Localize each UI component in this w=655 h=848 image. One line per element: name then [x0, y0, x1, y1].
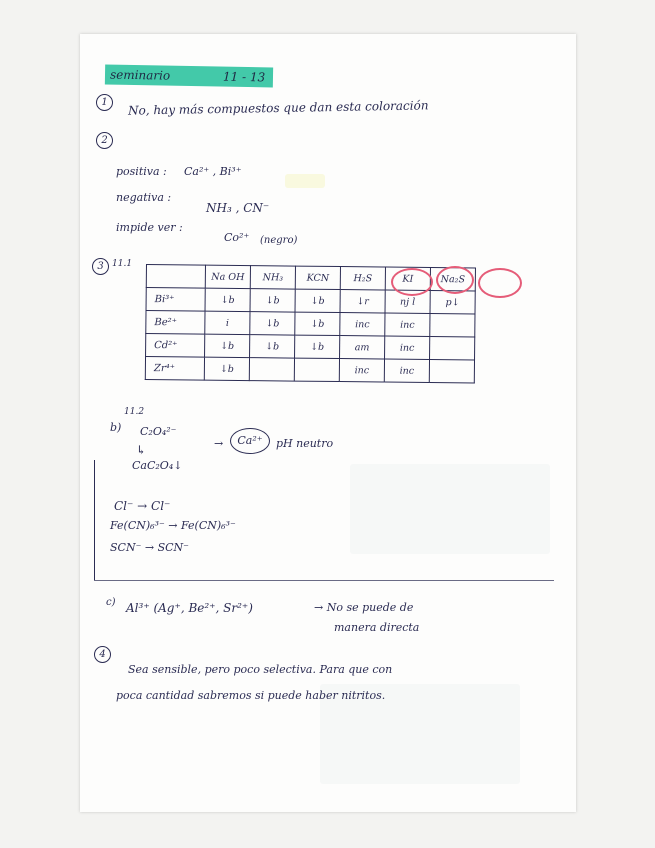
table-header-cell: KI [385, 267, 430, 290]
question-2-number: 2 [96, 132, 113, 149]
seminar-header-highlight [105, 65, 273, 88]
interference-value: Co²⁺ [224, 231, 250, 244]
table-cell: inc [385, 336, 430, 359]
table-cell [430, 313, 475, 336]
part-b-arrow: → [214, 437, 224, 450]
table-cell: nj l [385, 290, 430, 313]
table-cell: ↓b [295, 312, 340, 335]
positive-value: Ca²⁺ , Bi³⁺ [184, 165, 242, 178]
table-cell: ↓b [250, 289, 295, 312]
table-cell: p↓ [430, 290, 475, 313]
box-bottom-border [94, 580, 554, 581]
question-1-number: 1 [96, 94, 113, 111]
table-cell: i [205, 311, 250, 334]
notebook-page [80, 34, 576, 812]
table-cell: ↓b [295, 335, 340, 358]
table-header-cell: Na OH [205, 265, 250, 288]
positive-label: positiva : [116, 165, 167, 178]
table-cell: ↓b [250, 312, 295, 335]
table-cell [430, 336, 475, 359]
table-row [145, 357, 474, 383]
table-cell: ↓b [205, 288, 250, 311]
table-cell [429, 359, 474, 382]
table-header-cell [146, 265, 205, 289]
table-cell: ↓b [205, 334, 250, 357]
table-header-cell: KCN [295, 266, 340, 289]
table-cell-cation: Cd²⁺ [146, 334, 205, 358]
table-cell: inc [385, 313, 430, 336]
negative-value: NH₃ , CN⁻ [206, 201, 270, 215]
part-b-product: CaC₂O₄↓ [132, 459, 183, 472]
interference-note: (negro) [260, 235, 298, 246]
box-line-chloride: Cl⁻ → Cl⁻ [114, 499, 171, 513]
table-header-cell: H₂S [340, 267, 385, 290]
box-line-ferricyanide: Fe(CN)₆³⁻ → Fe(CN)₆³⁻ [110, 519, 236, 532]
table-cell: inc [384, 359, 429, 382]
seminar-range: 11 - 13 [222, 69, 266, 85]
part-b-reagent: C₂O₄²⁻ [140, 425, 177, 438]
highlight-circle-h2s [391, 268, 433, 296]
part-b-condition: pH neutro [276, 437, 334, 450]
box-left-border [94, 460, 95, 580]
question-4-answer-line2: poca cantidad sabremos si puede haber nitritos. [116, 689, 386, 702]
table-cell: inc [339, 359, 384, 382]
table-cell: ↓b [204, 357, 249, 380]
question-4-answer-line1: Sea sensible, pero poco selectiva. Para que con [128, 663, 393, 676]
table-cell-cation: Be²⁺ [146, 311, 205, 335]
table-cell: am [340, 336, 385, 359]
negative-label: negativa : [116, 191, 172, 204]
box-line-thiocyanate: SCN⁻ → SCN⁻ [110, 541, 189, 554]
highlight-circle-na2s [478, 268, 522, 298]
part-b-label: b) [110, 421, 122, 434]
section-11-2-title: 11.2 [124, 407, 145, 417]
part-c-label: c) [106, 597, 116, 608]
bleed-through-mark [285, 174, 325, 188]
table-header-cell: NH₃ [250, 266, 295, 289]
highlight-circle-ki [436, 266, 474, 294]
table-cell: ↓r [340, 290, 385, 313]
table-row [146, 334, 475, 360]
table-cell-cation: Zr⁴⁺ [145, 357, 204, 381]
part-c-ions: Al³⁺ (Ag⁺, Be²⁺, Sr²⁺) [126, 601, 253, 615]
table-section-title: 11.1 [112, 259, 133, 269]
part-c-result-line2: manera directa [334, 621, 420, 634]
question-4-number: 4 [94, 646, 111, 663]
table-cell [249, 358, 294, 381]
table-row [146, 311, 475, 337]
part-b-ion: Ca²⁺ [230, 428, 270, 454]
question-3-number: 3 [92, 258, 109, 275]
question-1-answer: No, hay más compuestos que dan esta coloración [127, 98, 429, 118]
part-b-curved-arrow: ↳ [136, 443, 147, 457]
table-cell: inc [340, 313, 385, 336]
seminar-label: seminario [109, 67, 171, 83]
part-c-result-line1: → No se puede de [314, 601, 414, 614]
bleed-through-mark [350, 464, 550, 554]
interference-label: impide ver : [116, 221, 183, 234]
table-cell [294, 358, 339, 381]
table-header-cell: Na₂S [430, 267, 475, 290]
table-cell-cation: Bi³⁺ [146, 288, 205, 312]
table-cell: ↓b [250, 335, 295, 358]
table-cell: ↓b [295, 289, 340, 312]
